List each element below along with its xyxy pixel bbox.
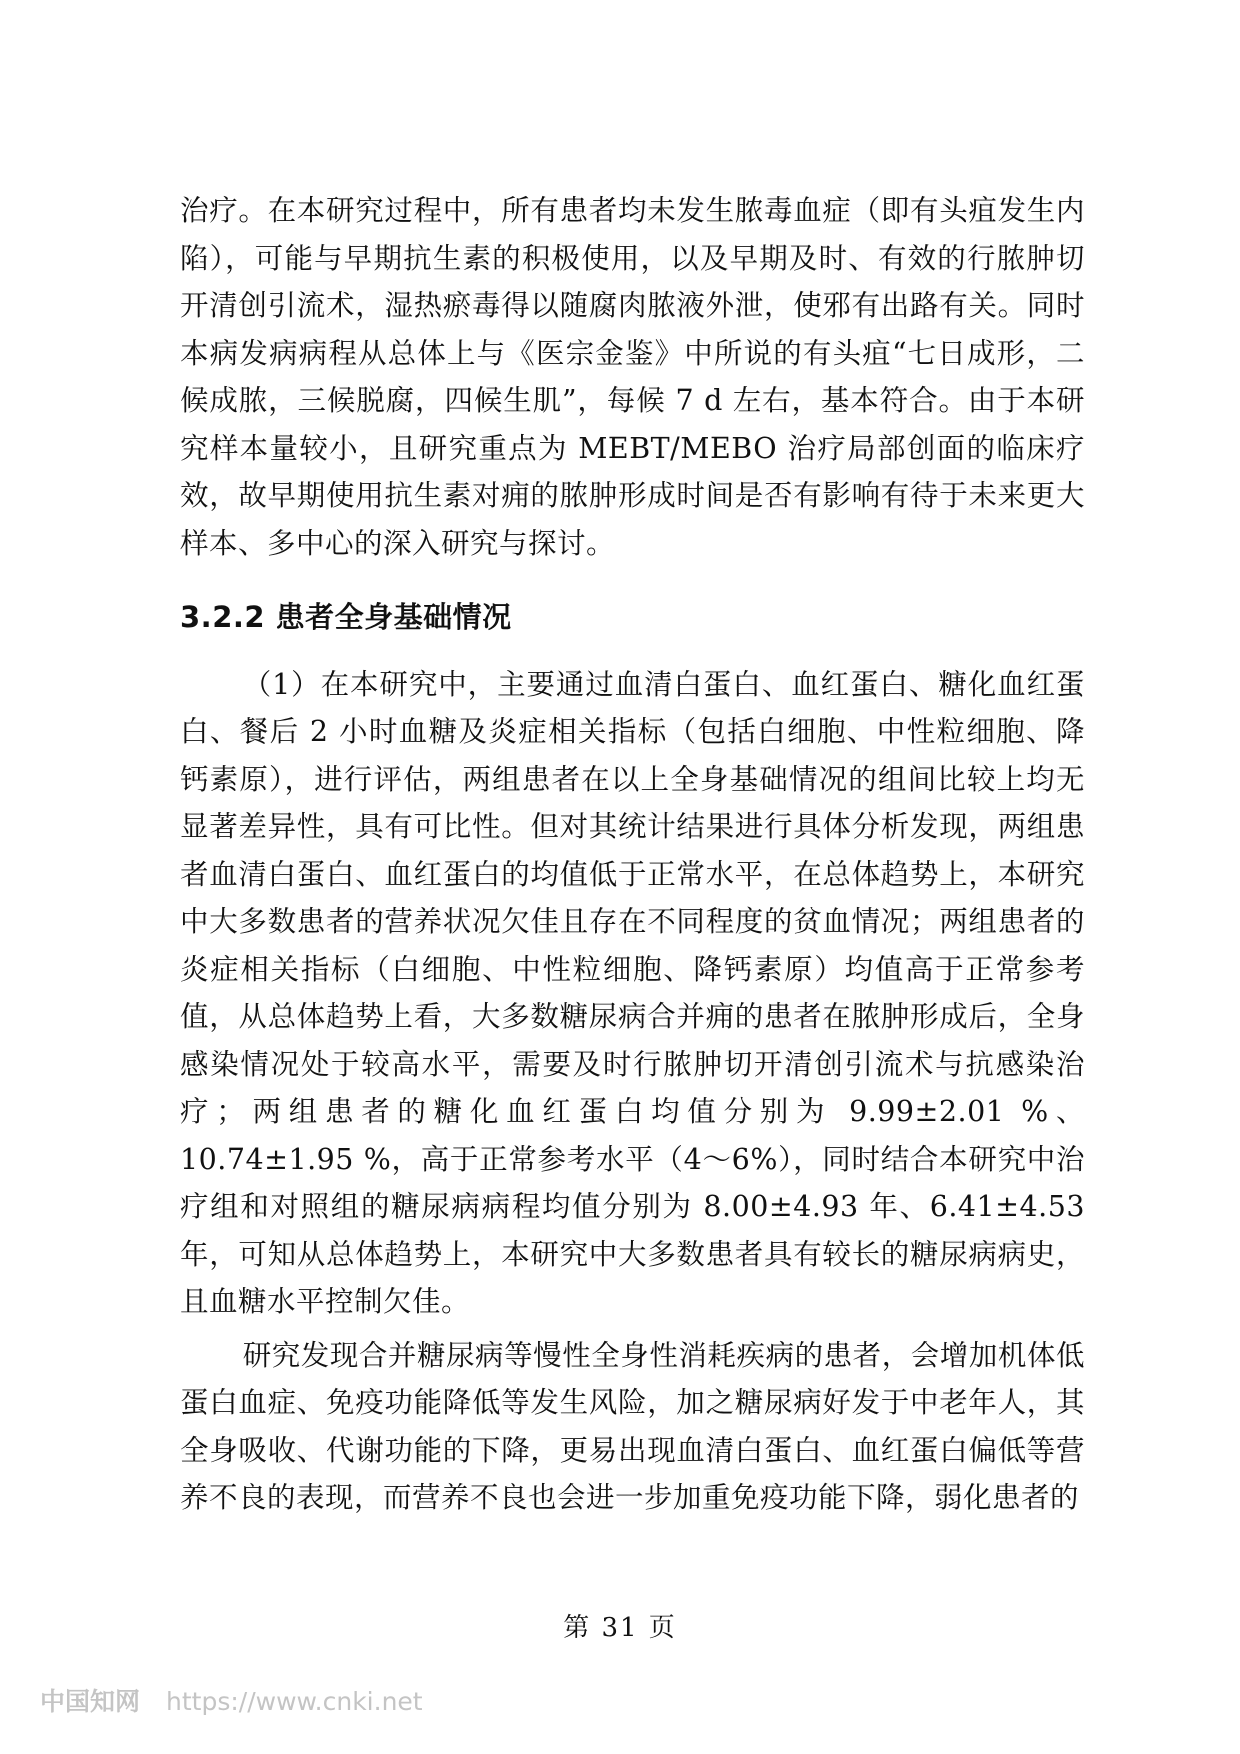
body-text (180, 187, 1085, 1522)
watermark-brand: 中国知网 (40, 1687, 141, 1716)
paragraph-continued: 治疗。在本研究过程中，所有患者均未发生脓毒血症（即有头疽发生内陷），可能与早期抗生素的积极使用，以及早期及时、有效的行脓肿切开清创引流术，湿热瘀毒得以随腐肉脓液外泄，使邪有出路有关。同时本病发病病程从总体上与《医宗金鉴》中所说的有头疽“七日成形，二候成脓，三候脱腐，四候生肌”，每候 7 d 左右，基本符合。由于本研究样本量较小，且研究重点为 MEBT/MEBO 治疗局部创面的临床疗效，故早期使用抗生素对痈的脓肿形成时间是否有影响有待于未来更大样本、多中心的深入研究与探讨。 (180, 194, 1085, 560)
cnki-watermark (40, 1682, 423, 1718)
watermark-url: https://www.cnki.net (166, 1687, 423, 1716)
section-heading: 3.2.2 患者全身基础情况 (180, 600, 512, 634)
paragraph-research-findings: 研究发现合并糖尿病等慢性全身性消耗疾病的患者，会增加机体低蛋白血症、免疫功能降低等发生风险，加之糖尿病好发于中老年人，其全身吸收、代谢功能的下降，更易出现血清白蛋白、血红蛋白偏低等营养不良的表现，而营养不良也会进一步加重免疫功能下降，弱化患者的 (180, 1338, 1085, 1514)
paragraph-systemic-baseline: （1）在本研究中，主要通过血清白蛋白、血红蛋白、糖化血红蛋白、餐后 2 小时血糖及炎症相关指标（包括白细胞、中性粒细胞、降钙素原），进行评估，两组患者在以上全身基础情况的组间比较上均无显著差异性，具有可比性。但对其统计结果进行具体分析发现，两组患者血清白蛋白、血红蛋白的均值低于正常水平，在总体趋势上，本研究中大多数患者的营养状况欠佳且存在不同程度的贫血情况；两组患者的炎症相关指标（白细胞、中性粒细胞、降钙素原）均值高于正常参考值，从总体趋势上看，大多数糖尿病合并痈的患者在脓肿形成后，全身感染情况处于较高水平，需要及时行脓肿切开清创引流术与抗感染治疗；两组患者的糖化血红蛋白均值分别为 9.99±2.01 %、10.74±1.95 %，高于正常参考水平（4～6%），同时结合本研究中治疗组和对照组的糖尿病病程均值分别为 8.00±4.93 年、6.41±4.53 年，可知从总体趋势上，本研究中大多数患者具有较长的糖尿病病史，且血糖水平控制欠佳。 (180, 667, 1085, 1318)
page-number: 第 31 页 (563, 1613, 677, 1643)
